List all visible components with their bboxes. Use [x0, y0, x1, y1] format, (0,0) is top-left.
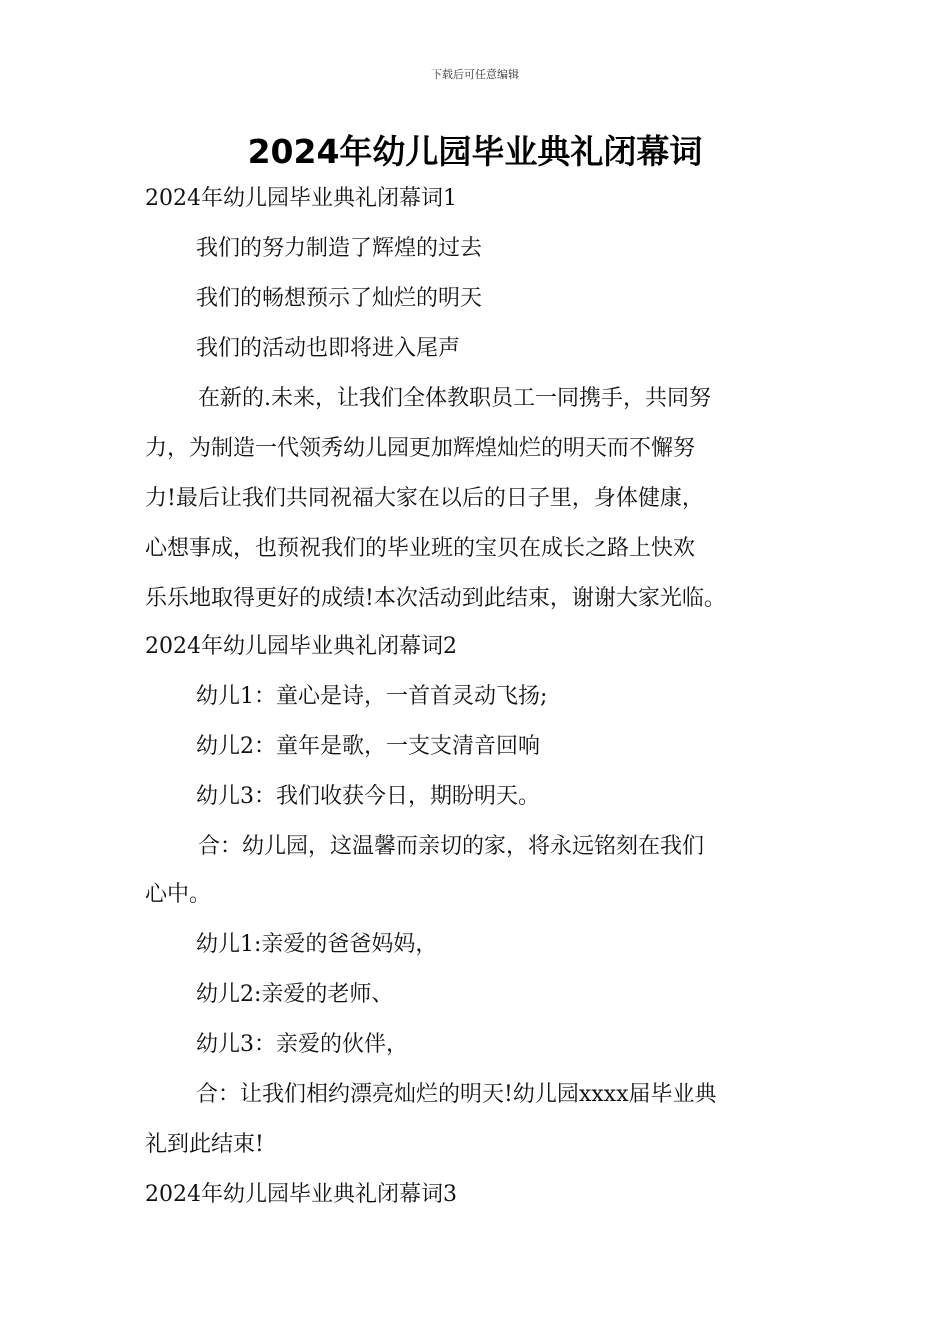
- verse-line: 我们的活动也即将进入尾声: [196, 336, 461, 361]
- chorus-line: 心中。: [145, 882, 212, 907]
- paragraph-line: 乐乐地取得更好的成绩!本次活动到此结束，谢谢大家光临。: [145, 586, 726, 611]
- dialogue-line: 幼儿2：童年是歌，一支支清音回响: [196, 734, 540, 759]
- paragraph-line: 力!最后让我们共同祝福大家在以后的日子里，身体健康，: [145, 486, 704, 511]
- chorus-line: 礼到此结束!: [145, 1132, 264, 1157]
- section-heading-2: 2024年幼儿园毕业典礼闭幕词2: [145, 634, 457, 659]
- section-heading-3: 2024年幼儿园毕业典礼闭幕词3: [145, 1182, 457, 1207]
- header-note: 下载后可任意编辑: [431, 68, 519, 81]
- dialogue-line: 幼儿1:亲爱的爸爸妈妈，: [196, 932, 438, 957]
- verse-line: 我们的畅想预示了灿烂的明天: [196, 286, 483, 311]
- paragraph-line: 力，为制造一代领秀幼儿园更加辉煌灿烂的明天而不懈努: [145, 436, 696, 461]
- dialogue-line: 幼儿2:亲爱的老师、: [196, 982, 394, 1007]
- dialogue-line: 幼儿1：童心是诗，一首首灵动飞扬;: [196, 684, 548, 709]
- chorus-line: 合：让我们相约漂亮灿烂的明天!幼儿园xxxx届毕业典: [196, 1082, 717, 1107]
- verse-line: 我们的努力制造了辉煌的过去: [196, 236, 483, 261]
- document-title: 2024年幼儿园毕业典礼闭幕词: [247, 132, 703, 171]
- paragraph-line: 心想事成，也预祝我们的毕业班的宝贝在成长之路上快欢: [145, 536, 696, 561]
- chorus-line: 合：幼儿园，这温馨而亲切的家，将永远铭刻在我们: [198, 834, 705, 859]
- dialogue-line: 幼儿3：亲爱的伙伴，: [196, 1032, 408, 1057]
- dialogue-line: 幼儿3：我们收获今日，期盼明天。: [196, 784, 540, 809]
- section-heading-1: 2024年幼儿园毕业典礼闭幕词1: [145, 186, 457, 211]
- paragraph-line: 在新的.未来，让我们全体教职员工一同携手，共同努: [198, 386, 711, 411]
